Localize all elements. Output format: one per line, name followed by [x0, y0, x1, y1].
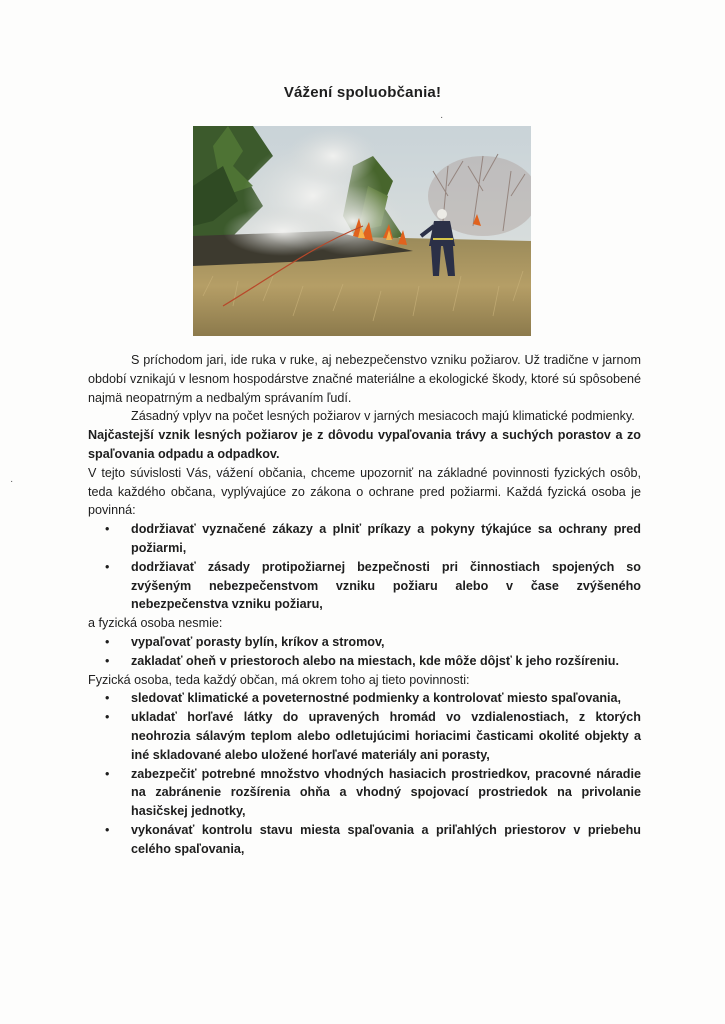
- list-item: • ukladať horľavé látky do upravených hromád vo vzdialenostiach, z ktorých neohrozia sálavým teplom alebo odletujúcimi horiacimi časticami okolité objekty a iné skladované alebo uložené horľavé materiály ani porasty,: [131, 708, 641, 764]
- paragraph-obligations-intro: V tejto súvislosti Vás, vážení občania, chceme upozorniť na základné povinnosti fyzických osôb, teda každého občana, vyplývajúce zo zákona o ochrane pred požiarmi. Každá fyzická osoba je povinná:: [88, 465, 641, 518]
- additional-intro: Fyzická osoba, teda každý občan, má okrem toho aj tieto povinnosti:: [88, 672, 470, 687]
- paragraph-intro: S príchodom jari, ide ruka v ruke, aj nebezpečenstvo vzniku požiarov. Už tradične v jarnom období vznikajú v lesnom hospodárstve značné materiálne a ekologické škody, ktoré sú spôsobené najmä neopatrným a nedbalým správaním ľudí.: [88, 353, 641, 405]
- list-item: • zakladať oheň v priestoroch alebo na miestach, kde môže dôjsť k jeho rozšíreniu.: [131, 652, 641, 671]
- list-item: • vypaľovať porasty bylín, kríkov a stromov,: [131, 633, 641, 652]
- scan-speck: ·: [10, 476, 14, 487]
- scan-speck: ·: [440, 112, 444, 123]
- obligations-list: [88, 520, 641, 614]
- list-item: • zabezpečiť potrebné množstvo vhodných hasiacich prostriedkov, pracovné náradie na zabránenie rozšírenia ohňa a vhodný spojovací prostriedok na privolanie hasičskej jednotky,: [131, 765, 641, 821]
- paragraph-causes: Najčastejší vznik lesných požiarov je z dôvodu vypaľovania trávy a suchých porastov a zo spaľovania odpadu a odpadkov.: [88, 428, 641, 461]
- list-item: • dodržiavať zásady protipožiarnej bezpečnosti pri činnostiach spojených so zvýšeným nebezpečenstvom vzniku požiaru alebo v čase zvýšeného nebezpečenstva vzniku požiaru,: [131, 558, 641, 614]
- prohibited-list: [88, 633, 641, 671]
- paragraph-climate: Zásadný vplyv na počet lesných požiarov v jarných mesiacoch majú klimatické podmienky.: [131, 409, 635, 424]
- list-item: • sledovať klimatické a poveternostné podmienky a kontrolovať miesto spaľovania,: [131, 689, 641, 708]
- list-item: • dodržiavať vyznačené zákazy a plniť príkazy a pokyny týkajúce sa ochrany pred požiarmi,: [131, 520, 641, 558]
- list-item: • vykonávať kontrolu stavu miesta spaľovania a priľahlých priestorov v priebehu celého spaľovania,: [131, 821, 641, 859]
- additional-list: [88, 689, 641, 858]
- prohibited-intro: a fyzická osoba nesmie:: [88, 616, 223, 631]
- forest-fire-photo: [193, 126, 531, 336]
- page-title: Vážení spoluobčania!: [283, 84, 442, 101]
- document-body: [88, 351, 641, 859]
